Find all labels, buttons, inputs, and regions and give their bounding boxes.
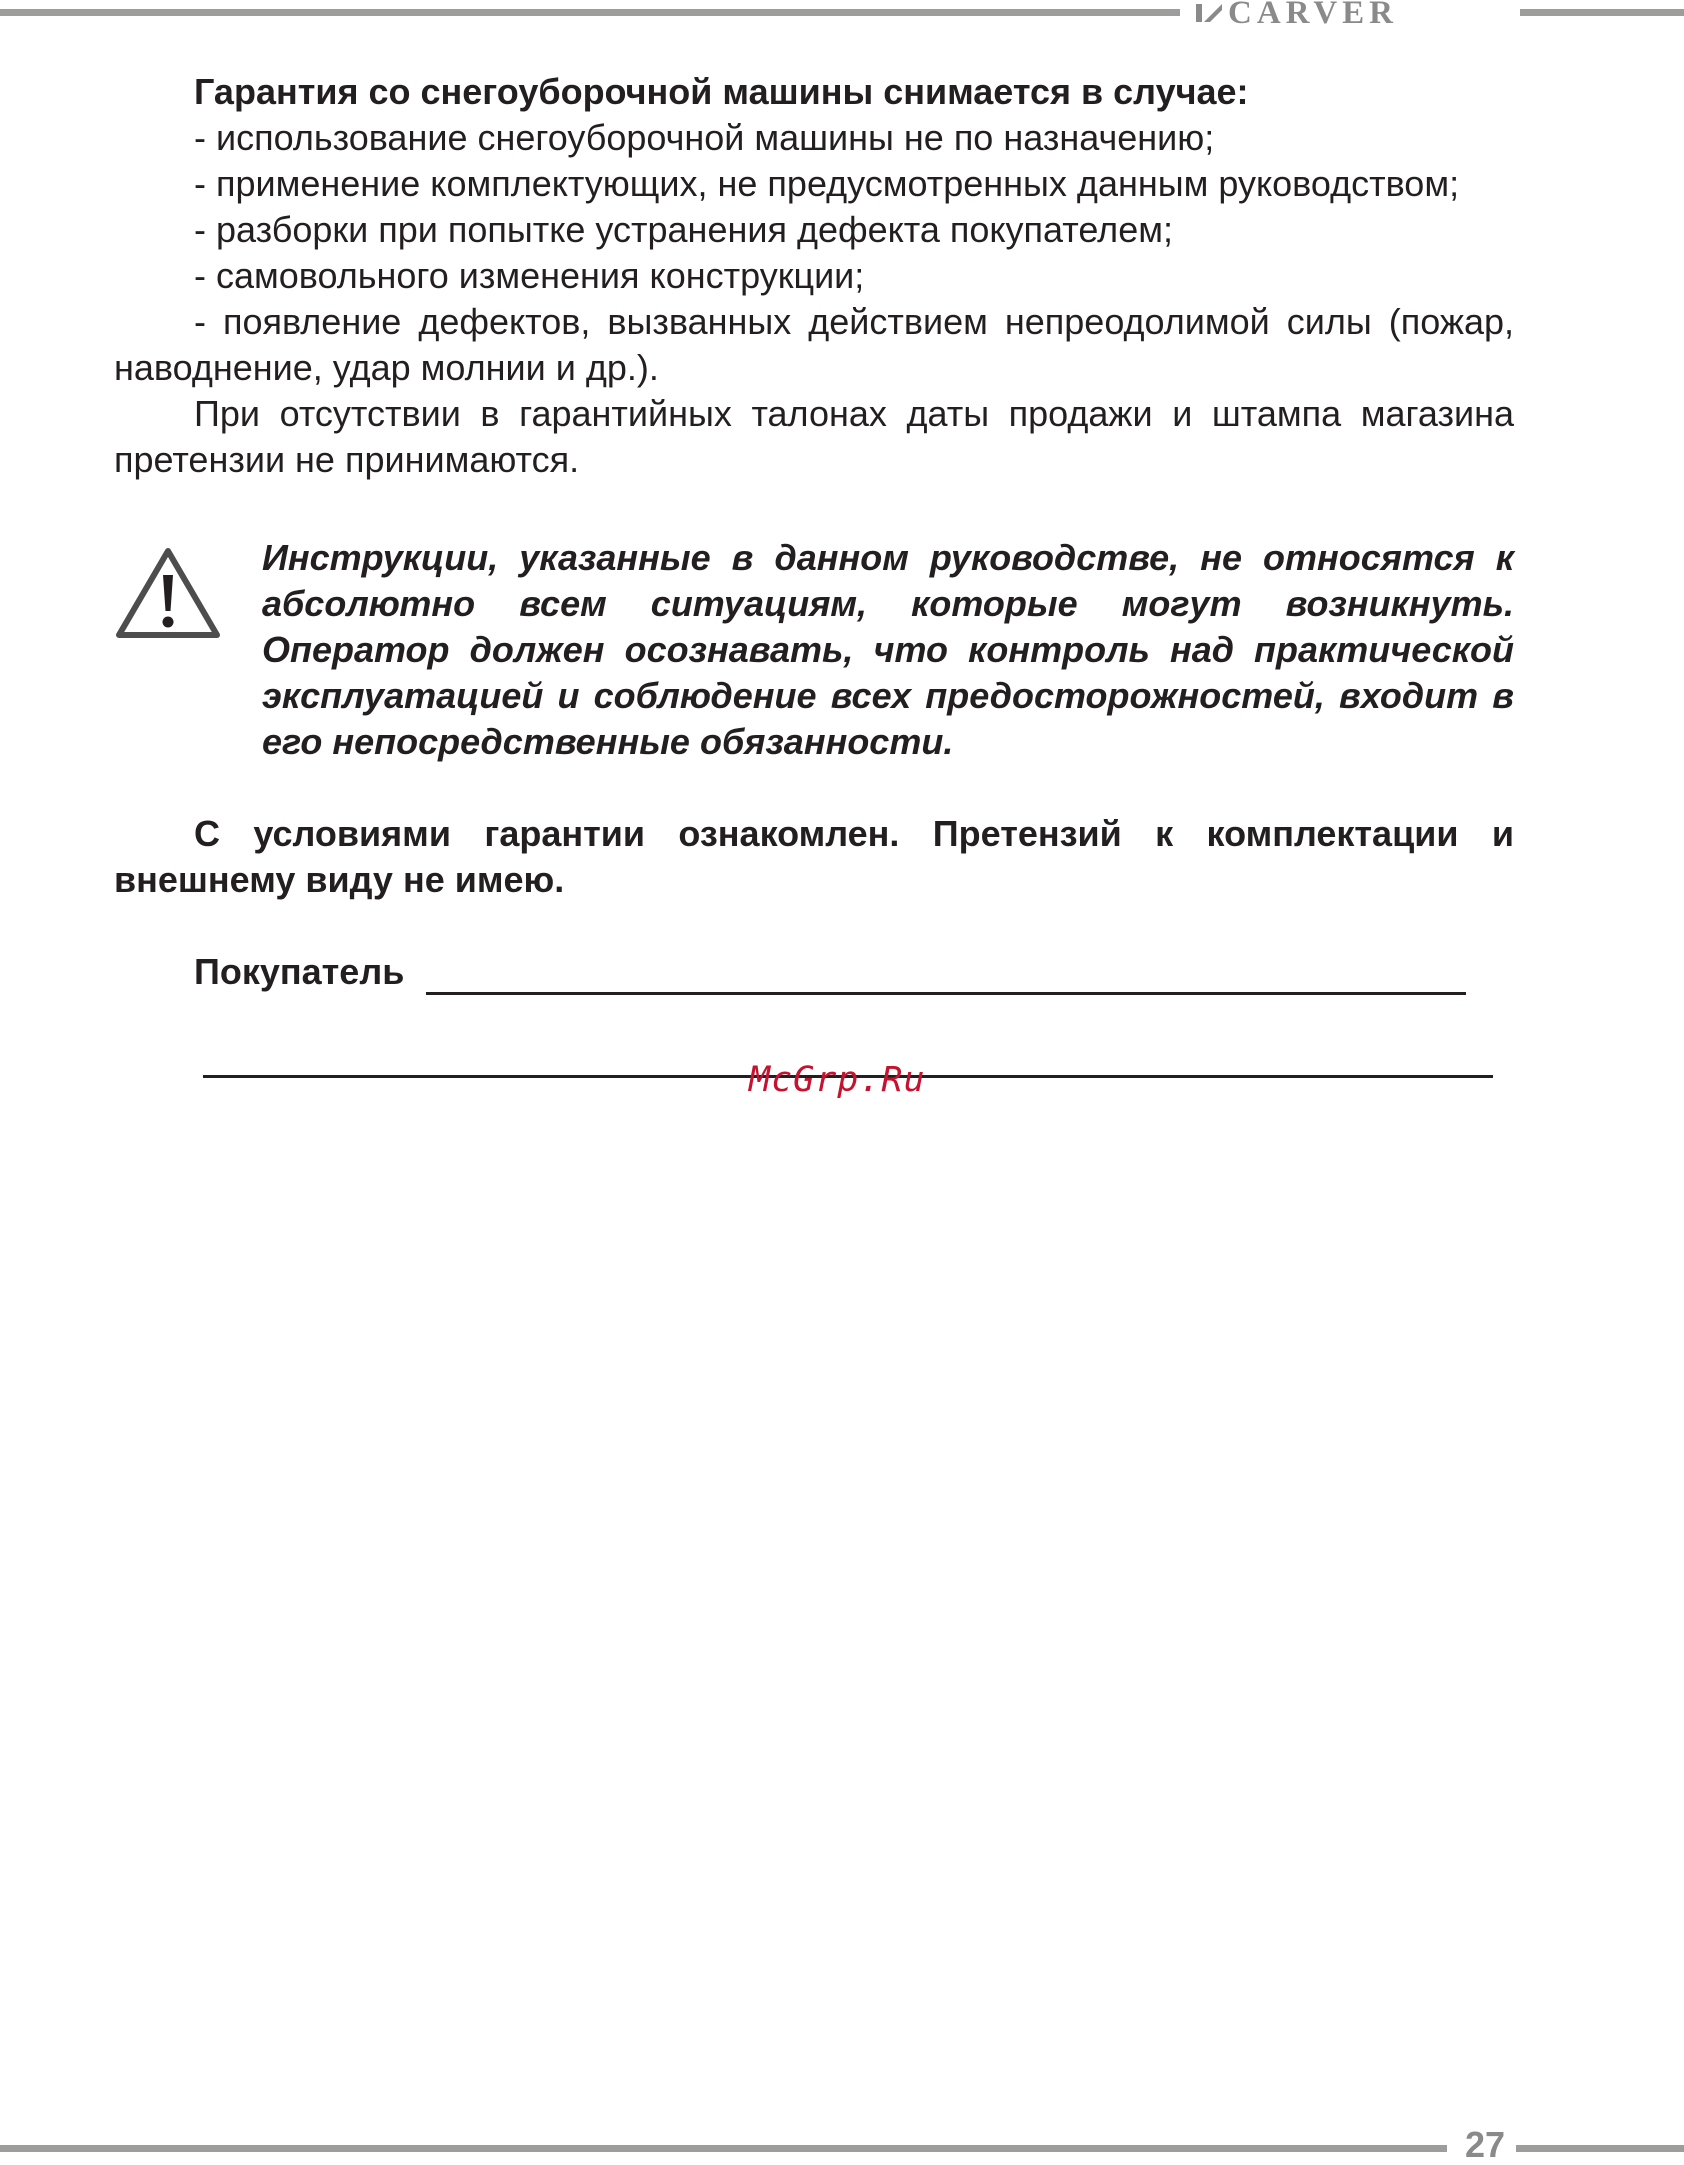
buyer-signature-line[interactable] (426, 958, 1466, 995)
brand-logo (1196, 0, 1399, 31)
header-rule (0, 9, 1180, 16)
warranty-item: - самовольного изменения конструкции; (194, 255, 865, 296)
page-number: 27 (1464, 2124, 1506, 2165)
warranty-item: - разборки при попытке устранения дефекта покупателем; (194, 209, 1173, 250)
warranty-item: - использование снегоуборочной машины не по назначению; (194, 117, 1215, 158)
warranty-item: - применение комплектующих, не предусмотренных данным руководством; (194, 163, 1460, 204)
warning-text: Инструкции, указанные в данном руководстве, не относятся к абсолютно всем ситуациям, которые могут возникнуть. Оператор должен осознавать, что контроль над практической эксплуатацией и соблюдение всех предосторожностей, входит в его непосредственные обязанности. (262, 537, 1514, 762)
warranty-item: - появление дефектов, вызванных действием непреодолимой силы (пожар, наводнение, удар молнии и др.). (114, 301, 1514, 388)
footer-rule (0, 2145, 1447, 2152)
brand-name: CARVER (1228, 0, 1399, 31)
page-content (114, 69, 1514, 995)
watermark: McGrp.Ru (749, 1060, 926, 1100)
header-rule-right (1520, 9, 1684, 16)
brand-mark-icon (1196, 2, 1222, 24)
buyer-label: Покупатель (194, 951, 405, 992)
warranty-heading: Гарантия со снегоуборочной машины снимается в случае: (194, 71, 1249, 112)
footer-rule-right (1516, 2145, 1684, 2152)
warning-block (114, 535, 1514, 765)
warning-triangle-icon (114, 545, 222, 643)
warranty-note: При отсутствии в гарантийных талонах даты продажи и штампа магазина претензии не принимаются. (114, 393, 1514, 480)
buyer-signature-row (114, 949, 1514, 995)
acknowledgement: С условиями гарантии ознакомлен. Претензий к комплектации и внешнему виду не имею. (114, 813, 1514, 900)
